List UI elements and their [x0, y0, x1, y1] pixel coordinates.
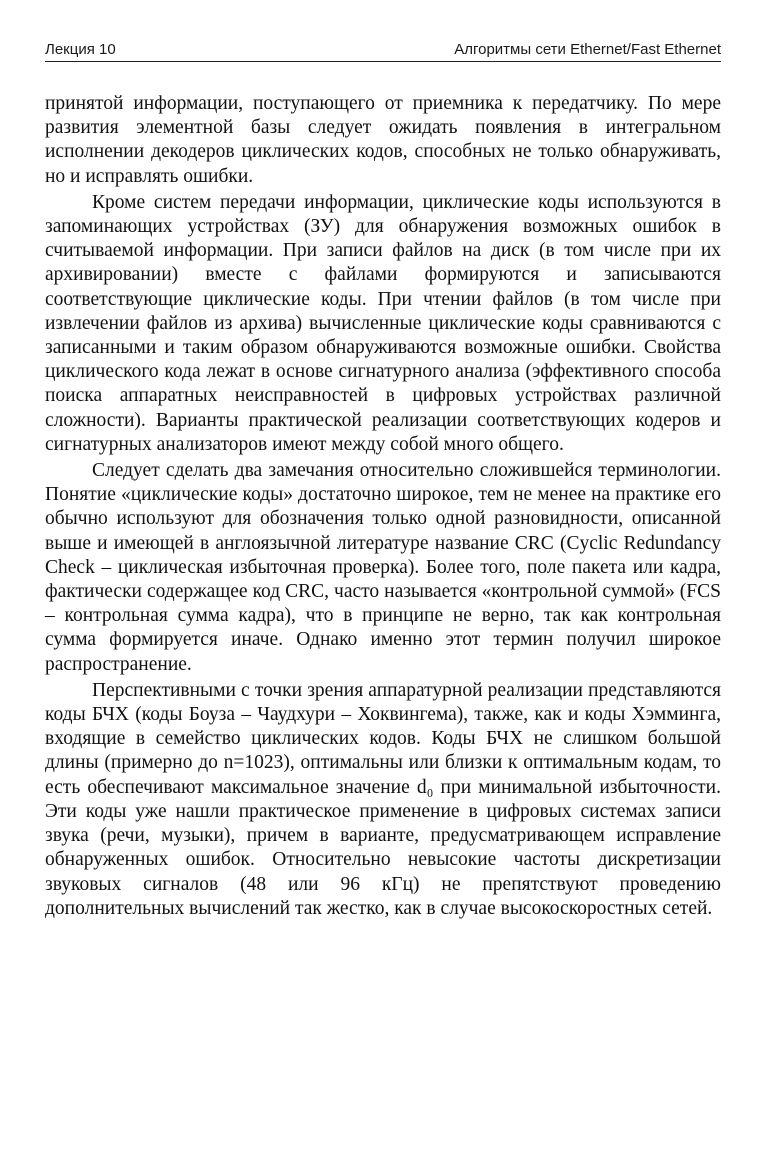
lecture-number: Лекция 10 [45, 41, 116, 58]
book-page [45, 38, 721, 921]
paragraph-continuation: принятой информации, поступающего от приемника к передатчику. По мере развития элементной базы следует ожидать появления в интегральном исполнении декодеров циклических кодов, способных не только обнаруживать, но и исправлять ошибки. [45, 93, 721, 187]
running-header [45, 38, 721, 62]
chapter-title: Алгоритмы сети Ethernet/Fast Ethernet [454, 41, 721, 58]
paragraph-bch-codes: Перспективными с точки зрения аппаратурной реализации представляются коды БЧХ (коды Боуза – Чаудхури – Хоквингема), также, как и коды Хэмминга, входящие в семейство циклических кодов. Коды БЧХ не слишком большой длины (примерно до n=1023), оптимальны или близки к оптимальным кодам, то есть обеспечивают максимальное значение d₀ при минимальной избыточности. Эти коды уже нашли практическое применение в цифровых системах записи звука (речи, музыки), причем в варианте, предусматривающем исправление обнаруженных ошибок. Относительно невысокие частоты дискретизации звуковых сигналов (48 или 96 кГц) не препятствуют проведению дополнительных вычислений так жестко, как в случае высокоскоростных сетей. [45, 679, 721, 919]
paragraph-terminology: Следует сделать два замечания относительно сложившейся терминологии. Понятие «циклические коды» достаточно широкое, тем не менее на практике его обычно используют для обозначения только одной разновидности, описанной выше и имеющей в англоязычной литературе название CRC (Cyclic Redundancy Check – циклическая избыточная проверка). Более того, поле пакета или кадра, фактически содержащее код CRC, часто называется «контрольной суммой» (FCS – контрольная сумма кадра), что в принципе не верно, так как контрольная сумма формируется иначе. Однако именно этот термин получил широкое распространение. [45, 460, 721, 675]
paragraph-cyclic-codes-storage: Кроме систем передачи информации, циклические коды используются в запоминающих устройствах (ЗУ) для обнаружения возможных ошибок в считываемой информации. При записи файлов на диск (в том числе при их архивировании) вместе с файлами формируются и записываются соответствующие циклические коды. При чтении файлов (в том числе при извлечении файлов из архива) вычисленные циклические коды сравниваются с записанными и таким образом обнаруживаются возможные ошибки. Свойства циклического кода лежат в основе сигнатурного анализа (эффективного способа поиска аппаратных неисправностей в цифровых устройствах различной сложности). Варианты практической реализации соответствующих кодеров и сигнатурных анализаторов имеют между собой много общего. [45, 191, 721, 455]
body-text [45, 92, 721, 921]
